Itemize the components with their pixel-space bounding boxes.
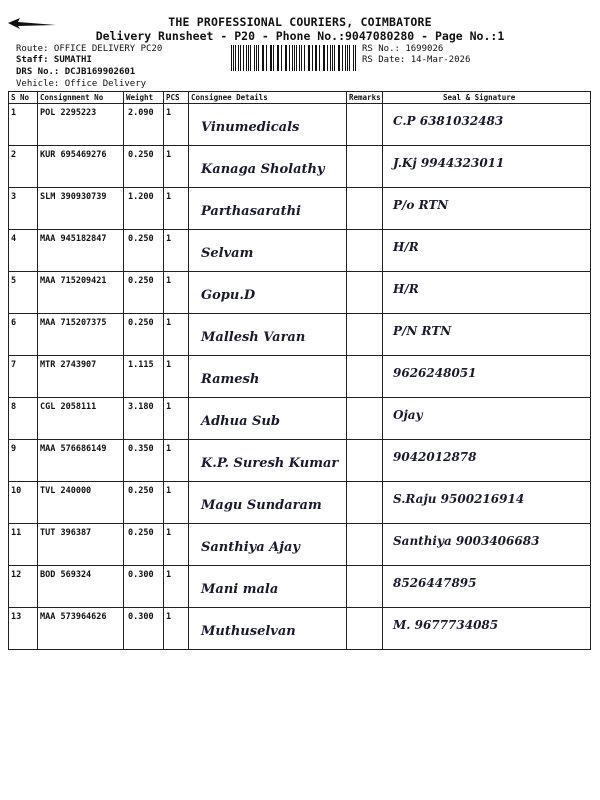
remarks-cell <box>347 314 383 356</box>
signature-handwriting: P/N RTN <box>393 324 452 338</box>
sno-cell: 11 <box>9 524 38 566</box>
pcs-cell: 1 <box>164 566 189 608</box>
sno-cell: 9 <box>9 440 38 482</box>
consignee-handwriting: Gopu.D <box>201 288 256 303</box>
consignee-handwriting: Vinumedicals <box>201 120 300 135</box>
rs-no-label: RS No.: 1699026 <box>362 44 444 54</box>
table-row <box>9 146 591 188</box>
details-cell <box>189 356 347 398</box>
barcode-bar <box>299 45 300 71</box>
barcode-bar <box>266 45 267 71</box>
sno-cell: 10 <box>9 482 38 524</box>
remarks-cell <box>347 566 383 608</box>
pcs-cell: 1 <box>164 188 189 230</box>
remarks-cell <box>347 230 383 272</box>
table-row <box>9 482 591 524</box>
route-label: Route: OFFICE DELIVERY PC20 <box>16 44 163 54</box>
col-sno: S No <box>9 92 38 104</box>
runsheet-table <box>8 91 591 650</box>
sno-cell: 3 <box>9 188 38 230</box>
consignee-handwriting: Parthasarathi <box>201 204 301 219</box>
remarks-cell <box>347 104 383 146</box>
barcode-bar <box>308 45 309 71</box>
col-consignment: Consignment No <box>38 92 124 104</box>
details-cell <box>189 146 347 188</box>
remarks-cell <box>347 188 383 230</box>
consignee-handwriting: K.P. Suresh Kumar <box>201 456 339 471</box>
consignment-cell: KUR 695469276 <box>38 146 124 188</box>
details-cell <box>189 272 347 314</box>
remarks-cell <box>347 524 383 566</box>
signature-cell <box>383 440 591 482</box>
signature-cell <box>383 314 591 356</box>
weight-cell: 1.115 <box>124 356 164 398</box>
sno-cell: 2 <box>9 146 38 188</box>
weight-cell: 0.300 <box>124 566 164 608</box>
signature-handwriting: 8526447895 <box>393 576 477 590</box>
consignment-cell: MAA 715209421 <box>38 272 124 314</box>
barcode-bar <box>238 45 239 71</box>
consignment-cell: POL 2295223 <box>38 104 124 146</box>
remarks-cell <box>347 440 383 482</box>
company-title: THE PROFESSIONAL COURIERS, COIMBATORE <box>168 15 432 29</box>
details-cell <box>189 398 347 440</box>
details-cell <box>189 608 347 650</box>
weight-cell: 0.250 <box>124 272 164 314</box>
signature-cell <box>383 188 591 230</box>
table-row <box>9 188 591 230</box>
barcode-bar <box>316 45 317 71</box>
consignment-cell: TVL 240000 <box>38 482 124 524</box>
signature-cell <box>383 230 591 272</box>
consignee-handwriting: Ramesh <box>201 372 260 387</box>
weight-cell: 0.300 <box>124 608 164 650</box>
col-pcs: PCS <box>164 92 189 104</box>
barcode-bar <box>262 45 263 71</box>
barcode <box>231 45 357 71</box>
table-row <box>9 314 591 356</box>
consignee-handwriting: Mallesh Varan <box>201 330 306 345</box>
details-cell <box>189 482 347 524</box>
sno-cell: 1 <box>9 104 38 146</box>
signature-handwriting: M. 9677734085 <box>393 618 499 632</box>
signature-handwriting: Santhiya 9003406683 <box>393 534 540 548</box>
pcs-cell: 1 <box>164 356 189 398</box>
table-row <box>9 272 591 314</box>
signature-cell <box>383 566 591 608</box>
consignment-cell: MAA 945182847 <box>38 230 124 272</box>
consignment-cell: TUT 396387 <box>38 524 124 566</box>
consignee-handwriting: Kanaga Sholathy <box>201 162 325 177</box>
details-cell <box>189 188 347 230</box>
table-row <box>9 356 591 398</box>
consignment-cell: MAA 573964626 <box>38 608 124 650</box>
pcs-cell: 1 <box>164 440 189 482</box>
remarks-cell <box>347 146 383 188</box>
signature-handwriting: H/R <box>393 282 419 296</box>
weight-cell: 0.350 <box>124 440 164 482</box>
barcode-bar <box>353 45 354 71</box>
sno-cell: 8 <box>9 398 38 440</box>
signature-handwriting: C.P 6381032483 <box>393 114 504 128</box>
col-remarks: Remarks <box>347 92 383 104</box>
weight-cell: 0.250 <box>124 482 164 524</box>
signature-cell <box>383 272 591 314</box>
consignee-handwriting: Santhiya Ajay <box>201 540 300 555</box>
signature-handwriting: P/o RTN <box>393 198 449 212</box>
pcs-cell: 1 <box>164 146 189 188</box>
pcs-cell: 1 <box>164 314 189 356</box>
signature-handwriting: Ojay <box>393 408 423 422</box>
consignee-handwriting: Muthuselvan <box>201 624 296 639</box>
consignment-cell: MAA 715207375 <box>38 314 124 356</box>
weight-cell: 0.250 <box>124 230 164 272</box>
remarks-cell <box>347 398 383 440</box>
barcode-bar <box>304 45 305 71</box>
sno-cell: 4 <box>9 230 38 272</box>
weight-cell: 2.090 <box>124 104 164 146</box>
vehicle-label: Vehicle: Office Delivery <box>16 79 147 89</box>
barcode-bar <box>243 45 244 71</box>
consignment-cell: SLM 390930739 <box>38 188 124 230</box>
pcs-cell: 1 <box>164 272 189 314</box>
barcode-bar <box>323 45 324 71</box>
weight-cell: 0.250 <box>124 524 164 566</box>
details-cell <box>189 566 347 608</box>
consignee-handwriting: Mani mala <box>201 582 279 597</box>
barcode-bar <box>342 45 343 71</box>
signature-cell <box>383 524 591 566</box>
sno-cell: 13 <box>9 608 38 650</box>
sno-cell: 5 <box>9 272 38 314</box>
signature-cell <box>383 356 591 398</box>
signature-handwriting: S.Raju 9500216914 <box>393 492 525 506</box>
col-details: Consignee Details <box>189 92 347 104</box>
table-row <box>9 440 591 482</box>
weight-cell: 0.250 <box>124 314 164 356</box>
weight-cell: 3.180 <box>124 398 164 440</box>
consignment-cell: MAA 576686149 <box>38 440 124 482</box>
consignee-handwriting: Selvam <box>201 246 254 261</box>
sno-cell: 12 <box>9 566 38 608</box>
details-cell <box>189 104 347 146</box>
barcode-bar <box>349 45 350 71</box>
barcode-bar <box>250 45 251 71</box>
signature-handwriting: 9042012878 <box>393 450 477 464</box>
details-cell <box>189 440 347 482</box>
signature-cell <box>383 608 591 650</box>
consignment-cell: MTR 2743907 <box>38 356 124 398</box>
consignee-handwriting: Adhua Sub <box>201 414 280 429</box>
pcs-cell: 1 <box>164 524 189 566</box>
details-cell <box>189 314 347 356</box>
details-cell <box>189 524 347 566</box>
table-row <box>9 104 591 146</box>
pcs-cell: 1 <box>164 230 189 272</box>
signature-handwriting: 9626248051 <box>393 366 477 380</box>
remarks-cell <box>347 482 383 524</box>
runsheet-title: Delivery Runsheet - P20 - Phone No.:9047080280 - Page No.:1 <box>95 29 505 43</box>
remarks-cell <box>347 272 383 314</box>
weight-cell: 0.250 <box>124 146 164 188</box>
signature-cell <box>383 104 591 146</box>
pcs-cell: 1 <box>164 482 189 524</box>
barcode-bar <box>292 45 293 71</box>
sno-cell: 6 <box>9 314 38 356</box>
pcs-cell: 1 <box>164 398 189 440</box>
remarks-cell <box>347 608 383 650</box>
signature-cell <box>383 482 591 524</box>
table-header-row <box>9 92 591 104</box>
pcs-cell: 1 <box>164 104 189 146</box>
barcode-bar <box>330 45 331 71</box>
drs-label: DRS No.: DCJB169902601 <box>16 67 136 77</box>
consignee-handwriting: Magu Sundaram <box>201 498 322 513</box>
signature-handwriting: H/R <box>393 240 419 254</box>
table-row <box>9 230 591 272</box>
table-row <box>9 566 591 608</box>
table-row <box>9 524 591 566</box>
col-weight: Weight <box>124 92 164 104</box>
consignment-cell: BOD 569324 <box>38 566 124 608</box>
sno-cell: 7 <box>9 356 38 398</box>
col-seal: Seal & Signature <box>383 92 591 104</box>
signature-cell <box>383 146 591 188</box>
staff-label: Staff: SUMATHI <box>16 55 92 65</box>
barcode-bar <box>231 45 232 71</box>
barcode-bar <box>285 45 286 71</box>
table-row <box>9 608 591 650</box>
rs-date-label: RS Date: 14-Mar-2026 <box>362 55 471 65</box>
barcode-bar <box>254 45 255 71</box>
consignment-cell: CGL 2058111 <box>38 398 124 440</box>
details-cell <box>189 230 347 272</box>
barcode-bar <box>334 45 335 71</box>
signature-handwriting: J.Kj 9944323011 <box>393 156 505 170</box>
barcode-bar <box>281 45 282 71</box>
remarks-cell <box>347 356 383 398</box>
table-row <box>9 398 591 440</box>
weight-cell: 1.200 <box>124 188 164 230</box>
signature-cell <box>383 398 591 440</box>
pcs-cell: 1 <box>164 608 189 650</box>
barcode-bar <box>273 45 274 71</box>
